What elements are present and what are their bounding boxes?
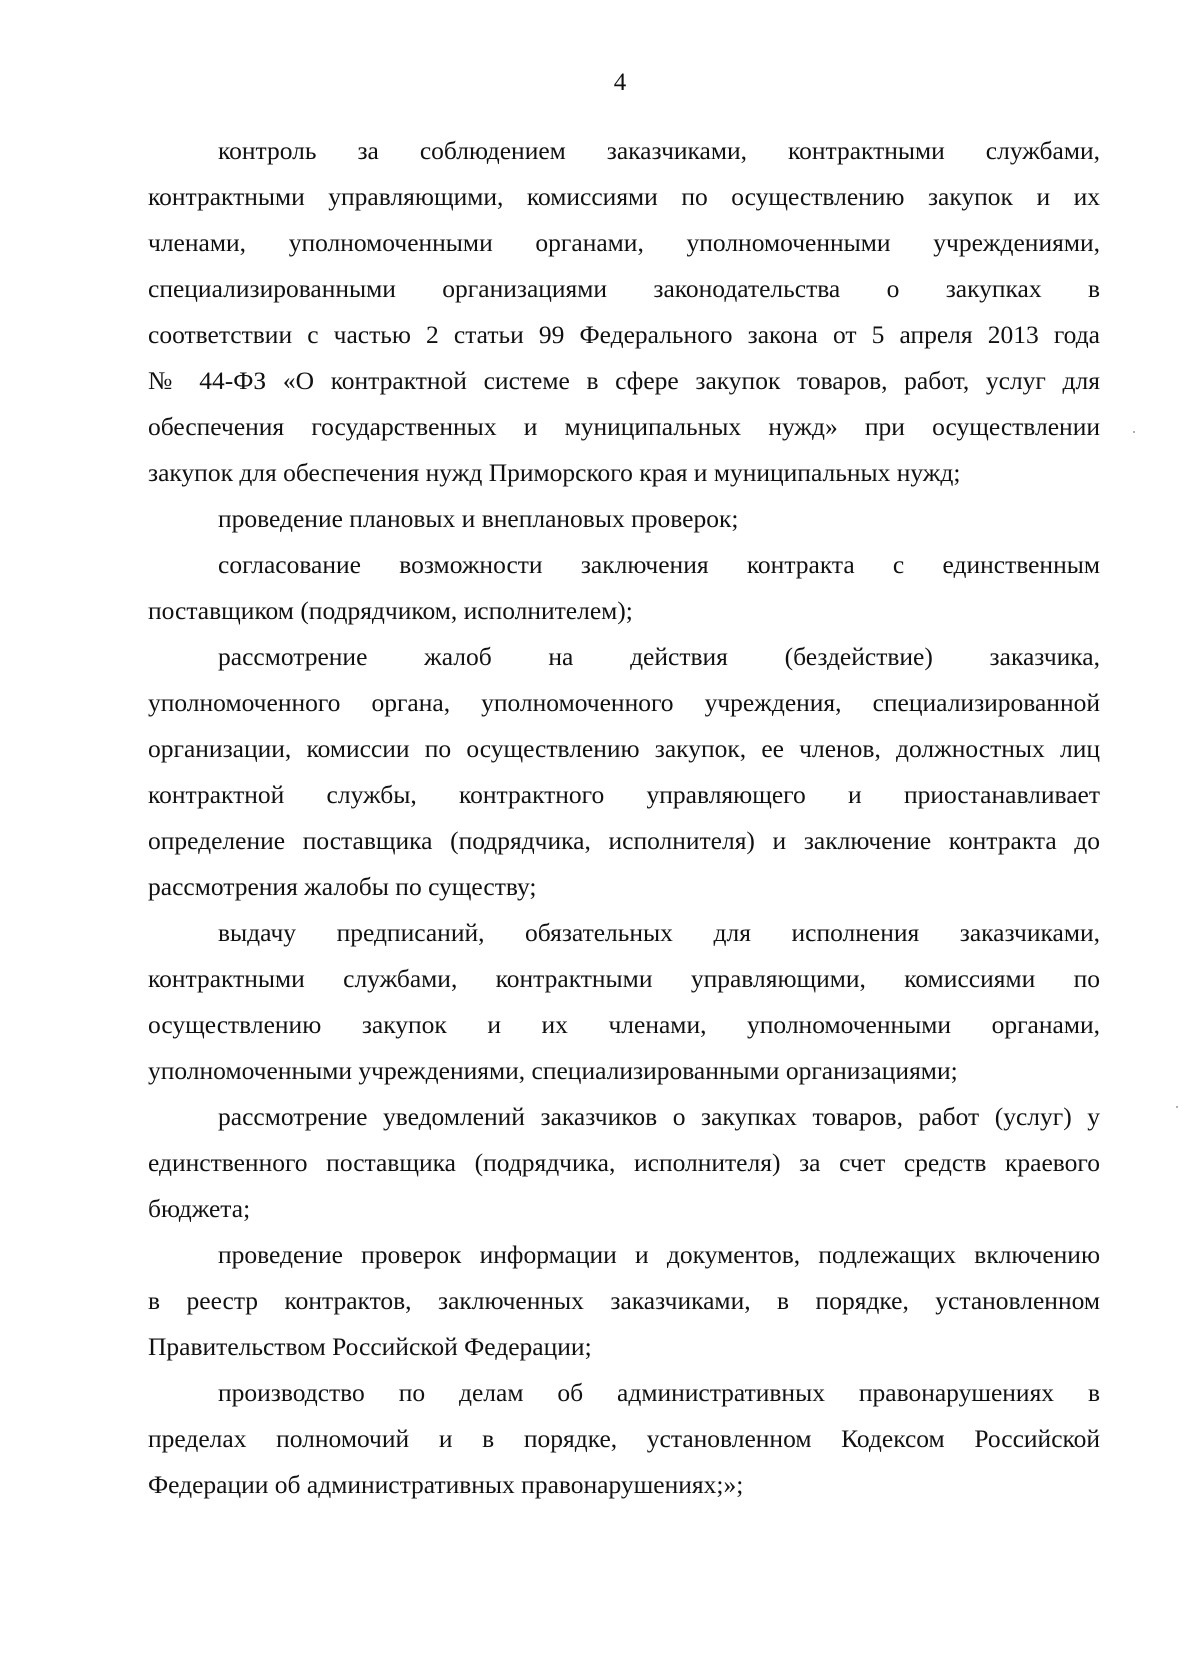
text-line: организации, комиссии по осуществлению закупок, ее членов, должностных лиц	[148, 734, 1100, 763]
text-line: выдачу предписаний, обязательных для исполнения заказчиками,	[218, 918, 1100, 947]
paragraph	[148, 128, 1100, 496]
text-line: контрактными службами, контрактными управляющими, комиссиями по	[148, 964, 1100, 993]
text-line: специализированными организациями законодательства о закупках в	[148, 274, 1100, 303]
text-line: проведение проверок информации и документов, подлежащих включению	[218, 1240, 1100, 1269]
text-line: бюджета;	[148, 1194, 251, 1223]
text-line: членами, уполномоченными органами, уполномоченными учреждениями,	[148, 228, 1100, 257]
text-line: в реестр контрактов, заключенных заказчиками, в порядке, установленном	[148, 1286, 1100, 1315]
paragraph	[148, 634, 1100, 910]
paragraph	[148, 1232, 1100, 1370]
text-line: пределах полномочий и в порядке, установленном Кодексом Российской	[148, 1424, 1100, 1453]
text-line: уполномоченного органа, уполномоченного учреждения, специализированной	[148, 688, 1100, 717]
text-line: проведение плановых и внеплановых проверок;	[218, 504, 739, 533]
text-line: рассмотрение жалоб на действия (бездействие) заказчика,	[218, 642, 1100, 671]
text-line: Федерации об административных правонарушениях;»;	[148, 1470, 744, 1499]
text-line: соответствии с частью 2 статьи 99 Федерального закона от 5 апреля 2013 года	[148, 320, 1100, 349]
text-line: определение поставщика (подрядчика, исполнителя) и заключение контракта до	[148, 826, 1100, 855]
text-line: контроль за соблюдением заказчиками, контрактными службами,	[218, 136, 1100, 165]
text-line: уполномоченными учреждениями, специализированными организациями;	[148, 1056, 958, 1085]
text-line: согласование возможности заключения контракта с единственным	[218, 550, 1100, 579]
text-line: единственного поставщика (подрядчика, исполнителя) за счет средств краевого	[148, 1148, 1100, 1177]
paragraph	[148, 910, 1100, 1094]
text-line: контрактными управляющими, комиссиями по осуществлению закупок и их	[148, 182, 1100, 211]
text-line: закупок для обеспечения нужд Приморского края и муниципальных нужд;	[148, 458, 961, 487]
text-line: Правительством Российской Федерации;	[148, 1332, 592, 1361]
scan-speck	[1176, 1106, 1178, 1108]
text-line: контрактной службы, контрактного управляющего и приостанавливает	[148, 780, 1100, 809]
text-line: обеспечения государственных и муниципальных нужд» при осуществлении	[148, 412, 1100, 441]
text-line: поставщиком (подрядчиком, исполнителем);	[148, 596, 633, 625]
paragraph	[148, 1370, 1100, 1508]
paragraph	[148, 542, 1100, 634]
text-line: осуществлению закупок и их членами, уполномоченными органами,	[148, 1010, 1100, 1039]
paragraph	[148, 1094, 1100, 1232]
page-number: 4	[613, 69, 627, 96]
text-line: рассмотрения жалобы по существу;	[148, 872, 537, 901]
text-line: рассмотрение уведомлений заказчиков о закупках товаров, работ (услуг) у	[218, 1102, 1100, 1131]
document-body	[148, 128, 1100, 1508]
text-line: № 44-ФЗ «О контрактной системе в сфере закупок товаров, работ, услуг для	[148, 366, 1100, 395]
scan-speck	[1133, 431, 1135, 433]
text-line: производство по делам об административных правонарушениях в	[218, 1378, 1100, 1407]
paragraph	[148, 496, 1100, 542]
